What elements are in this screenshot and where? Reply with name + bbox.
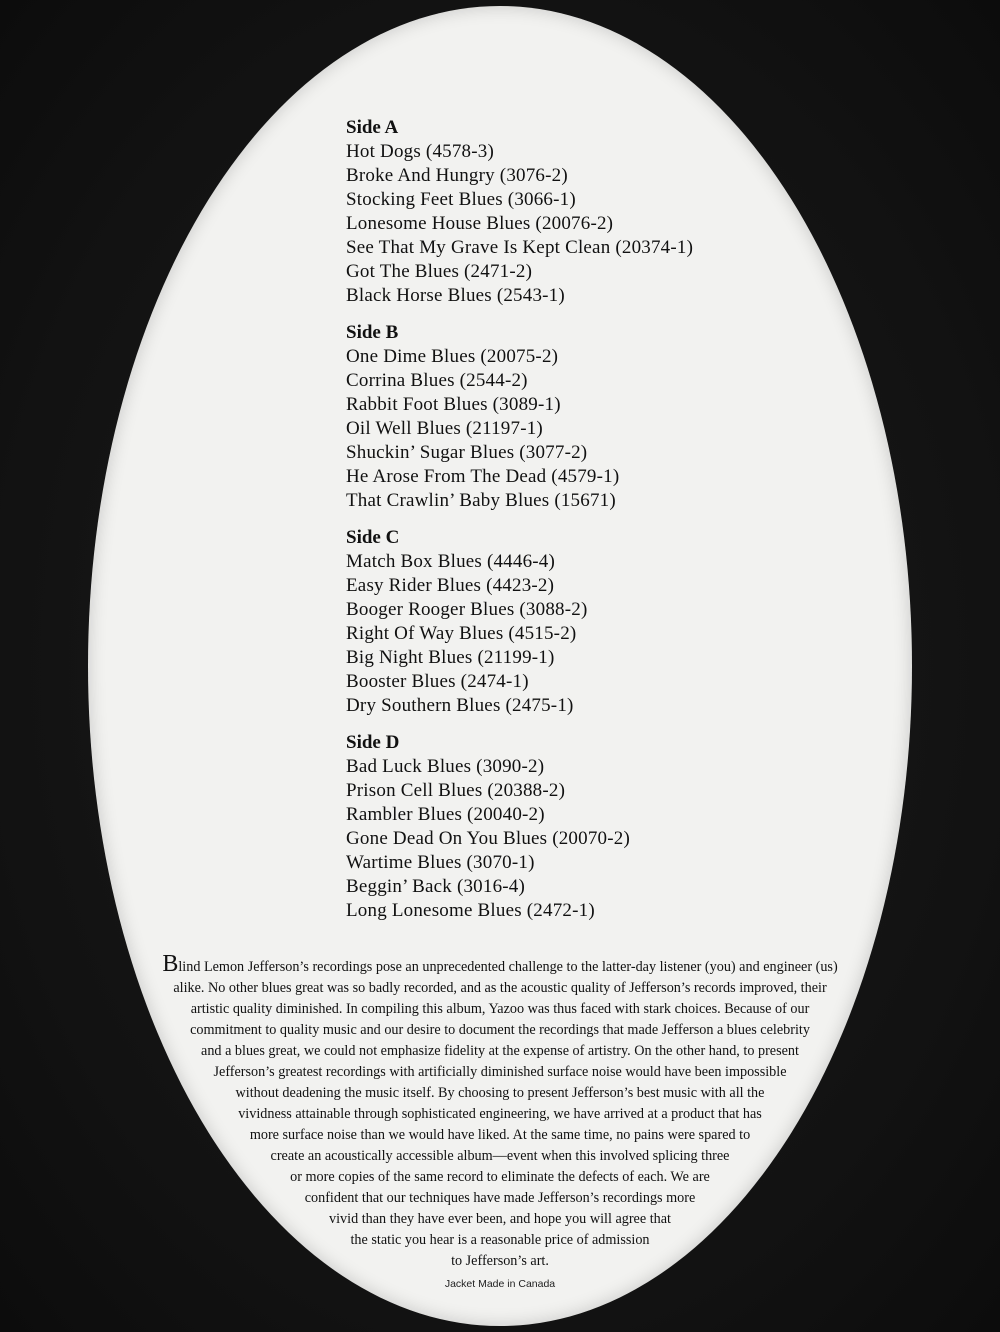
track-item: Black Horse Blues (2543-1) <box>346 285 565 306</box>
track-item: Wartime Blues (3070-1) <box>346 852 535 873</box>
track-item: Rabbit Foot Blues (3089-1) <box>346 394 561 415</box>
track-item: Hot Dogs (4578-3) <box>346 141 494 162</box>
track-item: Dry Southern Blues (2475-1) <box>346 695 574 716</box>
track-item: Match Box Blues (4446-4) <box>346 551 556 572</box>
track-item: Long Lonesome Blues (2472-1) <box>346 900 595 921</box>
liner-notes-text: lind Lemon Jefferson’s recordings pose an unprecedented challenge to the latter-day listener (you) and engineer (us) <box>178 959 838 975</box>
side-d <box>346 731 826 923</box>
liner-notes <box>110 951 890 1272</box>
track-item: Gone Dead On You Blues (20070-2) <box>346 828 630 849</box>
side-a <box>346 116 826 308</box>
side-heading: Side A <box>346 117 399 138</box>
liner-notes-line: vividness attainable through sophisticated engineering, we have arrived at a product that has <box>238 1106 762 1122</box>
track-item: Rambler Blues (20040-2) <box>346 804 545 825</box>
track-item: Right Of Way Blues (4515-2) <box>346 623 577 644</box>
liner-notes-line: create an acoustically accessible album—event when this involved splicing three <box>270 1148 730 1164</box>
track-item: Stocking Feet Blues (3066-1) <box>346 189 576 210</box>
liner-notes-line: to Jefferson’s art. <box>451 1253 549 1269</box>
track-item: That Crawlin’ Baby Blues (15671) <box>346 490 616 511</box>
tracklist <box>346 116 826 936</box>
track-item: Booger Rooger Blues (3088-2) <box>346 599 588 620</box>
track-item: See That My Grave Is Kept Clean (20374-1) <box>346 237 694 258</box>
side-heading: Side C <box>346 527 400 548</box>
track-item: Prison Cell Blues (20388-2) <box>346 780 566 801</box>
track-item: Oil Well Blues (21197-1) <box>346 418 543 439</box>
liner-notes-line: the static you hear is a reasonable price of admission <box>350 1232 650 1248</box>
track-item: Beggin’ Back (3016-4) <box>346 876 526 897</box>
track-item: Got The Blues (2471-2) <box>346 261 533 282</box>
track-item: One Dime Blues (20075-2) <box>346 346 559 367</box>
liner-notes-line <box>110 951 890 978</box>
track-item: Big Night Blues (21199-1) <box>346 647 555 668</box>
jacket-credit: Jacket Made in Canada <box>444 1278 556 1290</box>
liner-notes-line: more surface noise than we would have liked. At the same time, no pains were spared to <box>249 1127 751 1143</box>
liner-notes-line: Jefferson’s greatest recordings with artificially diminished surface noise would have been impossible <box>213 1064 787 1080</box>
liner-notes-line: without deadening the music itself. By choosing to present Jefferson’s best music with all the <box>235 1085 765 1101</box>
side-b <box>346 321 826 513</box>
side-heading: Side D <box>346 732 400 753</box>
liner-notes-line: commitment to quality music and our desire to document the recordings that made Jefferson a blues celebrity <box>190 1022 810 1038</box>
track-item: Broke And Hungry (3076-2) <box>346 165 568 186</box>
drop-cap: B <box>162 951 179 977</box>
track-item: He Arose From The Dead (4579-1) <box>346 466 620 487</box>
side-c <box>346 526 826 718</box>
liner-notes-line: vivid than they have ever been, and hope you will agree that <box>329 1211 671 1227</box>
track-item: Bad Luck Blues (3090-2) <box>346 756 545 777</box>
side-heading: Side B <box>346 322 399 343</box>
track-item: Lonesome House Blues (20076-2) <box>346 213 614 234</box>
track-item: Shuckin’ Sugar Blues (3077-2) <box>346 442 588 463</box>
liner-notes-line: or more copies of the same record to eliminate the defects of each. We are <box>290 1169 710 1185</box>
track-item: Easy Rider Blues (4423-2) <box>346 575 555 596</box>
track-item: Booster Blues (2474-1) <box>346 671 529 692</box>
liner-notes-line: confident that our techniques have made Jefferson’s recordings more <box>304 1190 696 1206</box>
liner-notes-line: artistic quality diminished. In compiling this album, Yazoo was thus faced with stark choices. Because of our <box>190 1001 810 1017</box>
liner-notes-line: and a blues great, we could not emphasize fidelity at the expense of artistry. On the other hand, to present <box>201 1043 799 1059</box>
track-item: Corrina Blues (2544-2) <box>346 370 528 391</box>
liner-notes-line: alike. No other blues great was so badly recorded, and as the acoustic quality of Jefferson’s records improved, their <box>173 980 827 996</box>
